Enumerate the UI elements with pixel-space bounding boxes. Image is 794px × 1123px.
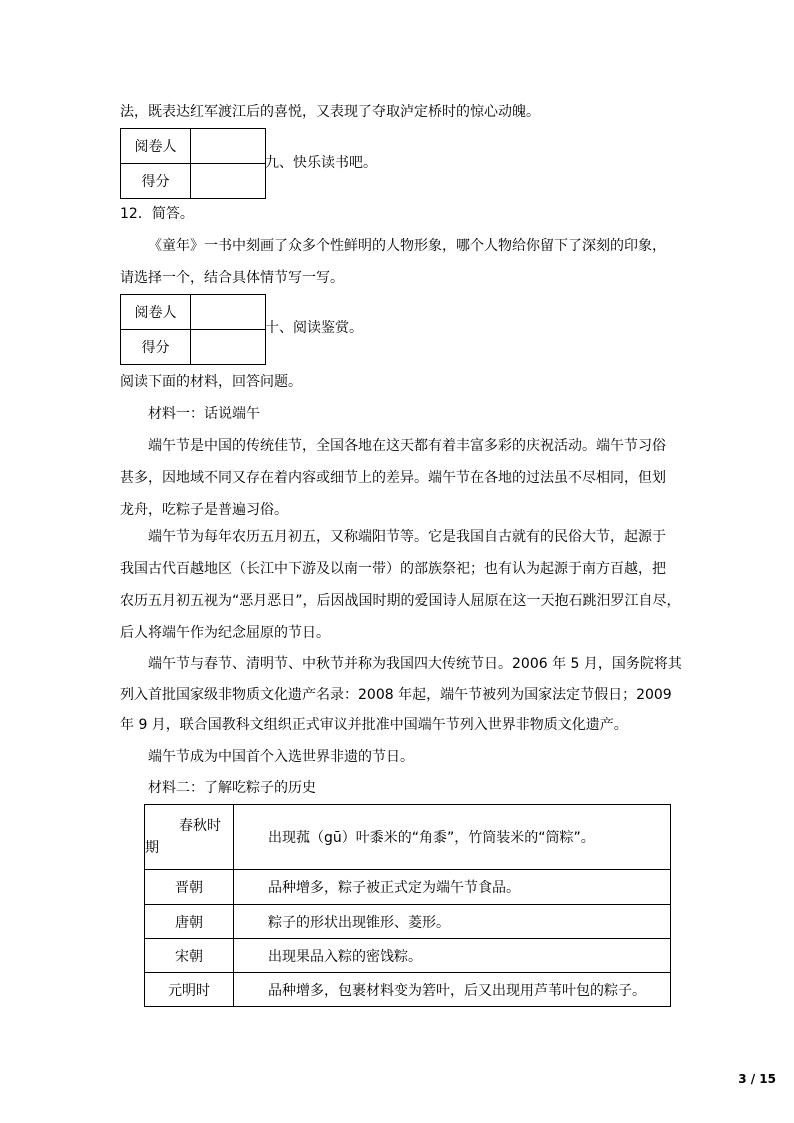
desc-cell: 出现果品入粽的密饯粽。: [234, 939, 671, 973]
reviewer-cell[interactable]: [191, 129, 266, 164]
intro-line: 法，既表达红军渡江后的喜悦，又表现了夺取泸定桥时的惊心动魄。: [120, 104, 540, 120]
reviewer-label: 阅卷人: [121, 129, 191, 164]
era-cell: 晋朝: [145, 870, 234, 905]
paragraph-1-line: 龙舟，吃粽子是普遍习俗。: [120, 502, 288, 518]
era-line: 期: [145, 840, 159, 856]
paragraph-2-line: 后人将端午作为纪念屈原的节日。: [120, 625, 330, 641]
score-cell[interactable]: [191, 164, 266, 199]
table-row: [145, 870, 671, 905]
desc-cell: 品种增多，包裹材料变为箬叶，后又出现用芦苇叶包的粽子。: [234, 973, 671, 1007]
grade-box-2: [120, 294, 266, 365]
score-label: 得分: [121, 330, 191, 365]
zongzi-history-table: [144, 804, 671, 1007]
paragraph-3-line: 列入首批国家级非物质文化遗产名录：2008 年起，端午节被列为国家法定节假日；2009: [120, 687, 672, 703]
table-row: [145, 939, 671, 973]
q12-line-2: 请选择一个，结合具体情节写一写。: [120, 270, 344, 286]
reviewer-label: 阅卷人: [121, 295, 191, 330]
section-10-heading: 十、阅读鉴赏。: [265, 320, 363, 336]
grade-box-1: [120, 128, 266, 199]
reviewer-cell[interactable]: [191, 295, 266, 330]
paragraph-2-line: 端午节为每年农历五月初五，又称端阳节等。它是我国自古就有的民俗大节，起源于: [148, 529, 666, 545]
material-1-title: 材料一：话说端午: [148, 406, 260, 422]
paragraph-3-line: 年 9 月，联合国教科文组织正式审议并批准中国端午节列入世界非物质文化遗产。: [120, 717, 628, 733]
era-cell: 宋朝: [145, 939, 234, 973]
q12-line-1: 《童年》一书中刻画了众多个性鲜明的人物形象，哪个人物给你留下了深刻的印象，: [148, 238, 666, 254]
era-cell: 元明时: [145, 973, 234, 1007]
table-row: [145, 973, 671, 1007]
paragraph-1-line: 甚多，因地域不同又存在着内容或细节上的差异。端午节在各地的过法虽不尽相同，但划: [120, 470, 666, 486]
q12-title: 12．简答。: [120, 206, 194, 222]
table-row: [145, 905, 671, 939]
paragraph-3-line: 端午节与春节、清明节、中秋节并称为我国四大传统节日。2006 年 5 月，国务院将其: [148, 656, 682, 672]
era-cell: [145, 805, 234, 870]
era-line: 春秋时: [179, 818, 221, 834]
score-label: 得分: [121, 164, 191, 199]
era-cell: 唐朝: [145, 905, 234, 939]
paragraph-2-line: 农历五月初五视为“恶月恶日”，后因战国时期的爱国诗人屈原在这一天抱石跳汨罗江自尽，: [120, 593, 681, 609]
instruction: 阅读下面的材料，回答问题。: [120, 374, 302, 390]
desc-cell: 品种增多，粽子被正式定为端午节食品。: [234, 870, 671, 905]
page-number: 3 / 15: [738, 1072, 776, 1086]
paragraph-1-line: 端午节是中国的传统佳节，全国各地在这天都有着丰富多彩的庆祝活动。端午节习俗: [148, 438, 666, 454]
paragraph-4: 端午节成为中国首个入选世界非遗的节日。: [148, 749, 414, 765]
score-cell[interactable]: [191, 330, 266, 365]
material-2-title: 材料二：了解吃粽子的历史: [148, 780, 316, 796]
desc-cell: 粽子的形状出现锥形、菱形。: [234, 905, 671, 939]
table-row: [145, 805, 671, 870]
section-9-heading: 九、快乐读书吧。: [265, 155, 377, 171]
desc-cell: 出现菰（gū）叶黍米的“角黍”，竹筒装米的“筒粽”。: [234, 805, 671, 870]
paragraph-2-line: 我国古代百越地区（长江中下游及以南一带）的部族祭祀；也有认为起源于南方百越，把: [120, 561, 666, 577]
